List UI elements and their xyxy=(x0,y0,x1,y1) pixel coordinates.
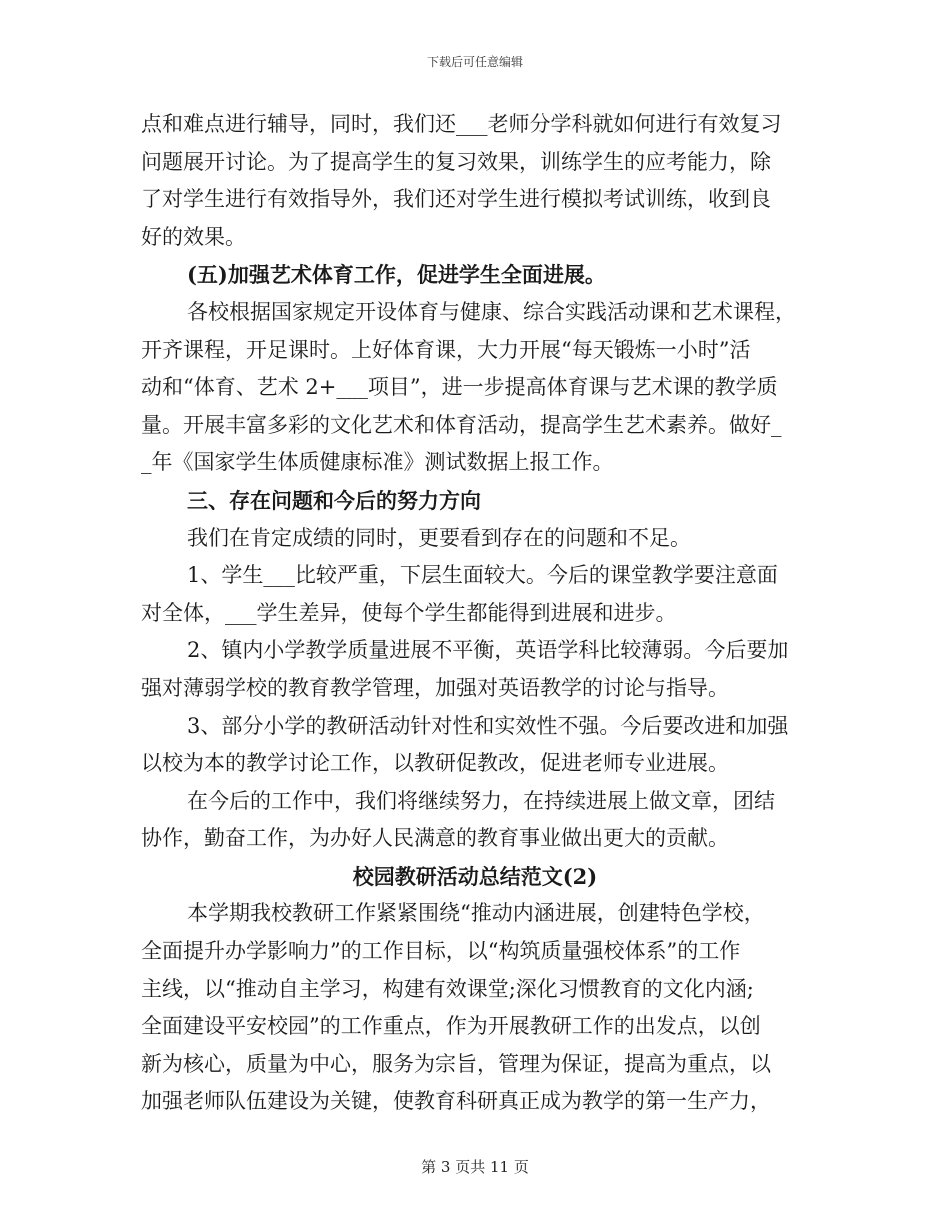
paragraph-line: _年《国家学生体质健康标准》测试数据上报工作。 xyxy=(141,450,614,475)
list-item-line: 强对薄弱学校的教育教学管理，加强对英语教学的讨论与指导。 xyxy=(141,675,729,700)
paragraph-line: 协作，勤奋工作，为办好人民满意的教育事业做出更大的贡献。 xyxy=(141,826,729,851)
paragraph-line: 加强老师队伍建设为关键，使教育科研真正成为教学的第一生产力， xyxy=(141,1089,771,1114)
section-heading: (五)加强艺术体育工作，促进学生全面进展。 xyxy=(187,262,606,288)
paragraph-line: 开齐课程，开足课时。上好体育课，大力开展“每天锻炼一小时”活 xyxy=(141,337,751,362)
paragraph-line: 本学期我校教研工作紧紧围绕“推动内涵进展，创建特色学校， xyxy=(187,901,765,926)
paragraph-line: 问题展开讨论。为了提高学生的复习效果，训练学生的应考能力，除 xyxy=(141,149,771,174)
paragraph-line: 各校根据国家规定开设体育与健康、综合实践活动课和艺术课程， xyxy=(187,299,796,324)
list-item-line: 对全体，___学生差异，使每个学生都能得到进展和进步。 xyxy=(141,600,677,625)
paragraph-line: 新为核心，质量为中心，服务为宗旨，管理为保证，提高为重点，以 xyxy=(141,1051,771,1076)
paragraph-line: 主线，以“推动自主学习，构建有效课堂;深化习惯教育的文化内涵; xyxy=(141,976,754,1001)
paragraph-line: 全面建设平安校园”的工作重点，作为开展教研工作的出发点，以创 xyxy=(141,1014,761,1039)
paragraph-line: 量。开展丰富多彩的文化艺术和体育活动，提高学生艺术素养。做好_ xyxy=(141,412,782,437)
document-title: 校园教研活动总结范文(2) xyxy=(352,863,598,889)
page-header: 下载后可任意编辑 xyxy=(426,55,523,69)
page-number: 第 3 页共 11 页 xyxy=(421,1158,529,1176)
paragraph-line: 点和难点进行辅导，同时，我们还___老师分学科就如何进行有效复习 xyxy=(141,112,782,136)
list-item-line: 2、镇内小学教学质量进展不平衡，英语学科比较薄弱。今后要加 xyxy=(187,638,789,663)
list-item-line: 以校为本的教学讨论工作，以教研促教改，促进老师专业进展。 xyxy=(141,751,729,776)
paragraph-line: 好的效果。 xyxy=(141,224,246,249)
section-heading: 三、存在问题和今后的努力方向 xyxy=(187,487,481,513)
list-item-line: 3、部分小学的教研活动针对性和实效性不强。今后要改进和加强 xyxy=(187,713,789,738)
list-item-line: 1、学生___比较严重，下层生面较大。今后的课堂教学要注意面 xyxy=(187,563,778,588)
paragraph-line: 了对学生进行有效指导外，我们还对学生进行模拟考试训练，收到良 xyxy=(141,187,771,212)
paragraph-line: 在今后的工作中，我们将继续努力，在持续进展上做文章，团结 xyxy=(187,788,775,813)
paragraph-line: 全面提升办学影响力”的工作目标，以“构筑质量强校体系”的工作 xyxy=(141,939,741,964)
paragraph-line: 我们在肯定成绩的同时，更要看到存在的问题和不足。 xyxy=(187,525,691,550)
document-body xyxy=(141,106,809,1121)
paragraph-line: 动和“体育、艺术 2+___项目”，进一步提高体育课与艺术课的教学质 xyxy=(141,375,778,400)
